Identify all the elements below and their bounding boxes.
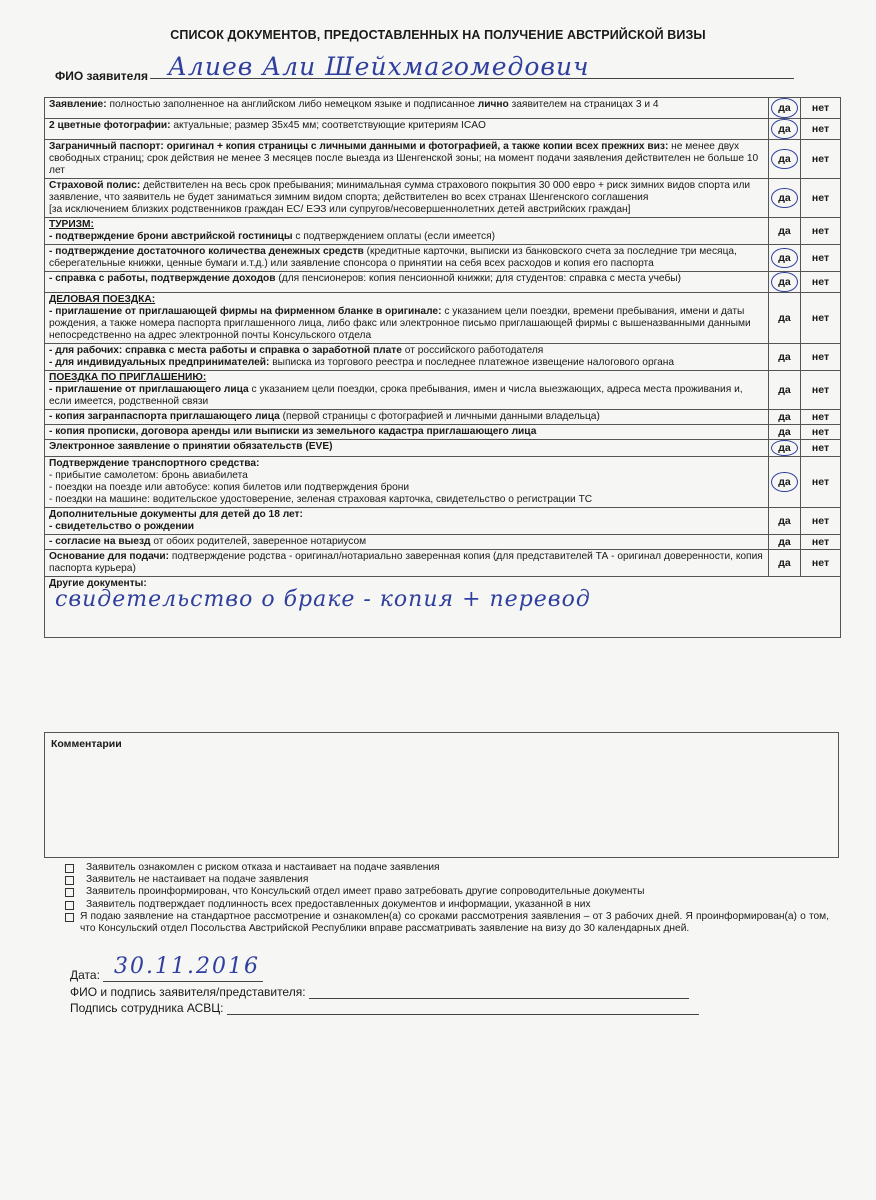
applicant-name-handwritten: Алиев Али Шейхмагомедович (168, 52, 590, 81)
yes-cell[interactable] (769, 98, 801, 119)
row-bold: - копия прописки, договора аренды или выписки из земельного кадастра приглашающего лица (49, 426, 537, 437)
yes-cell[interactable]: да (769, 550, 801, 577)
row-text: (кредитные карточки, выписки из банковского счета за последние три месяца, сберегательные книжки, ценные бумаги и.т.д.) или заявление спонсора о принятии на себя всех расходов и копия его паспорта (49, 246, 737, 269)
applicant-signature-line[interactable] (309, 988, 689, 999)
row-other-documents (45, 577, 841, 638)
staff-signature-row (70, 1001, 699, 1015)
row-insurance (45, 179, 841, 218)
circled-yes: да (771, 272, 798, 292)
row-private-invitation (45, 371, 841, 410)
no-cell[interactable]: нет (801, 119, 841, 140)
no-cell[interactable]: нет (801, 140, 841, 179)
row-business-invitation (45, 293, 841, 344)
comments-box[interactable] (44, 732, 839, 858)
yes-cell[interactable] (769, 245, 801, 272)
yes-cell[interactable] (769, 440, 801, 457)
no-cell[interactable]: нет (801, 457, 841, 508)
circled-yes: да (771, 188, 798, 208)
row-bold: - подтверждение достаточного количества денежных средств (49, 246, 364, 257)
section-heading: ДЕЛОВАЯ ПОЕЗДКА: (49, 294, 156, 305)
applicant-label: ФИО заявителя (55, 69, 148, 83)
date-row (70, 954, 263, 982)
checkbox[interactable] (65, 901, 74, 910)
row-bold: - приглашение от приглашающего лица (49, 384, 249, 395)
row-text: [за исключением близких родственников граждан ЕС/ ЕЭЗ или супругов/несовершеннолетних детей австрийских граждан] (49, 204, 631, 215)
checkbox[interactable] (65, 888, 74, 897)
applicant-signature-label: ФИО и подпись заявителя/представителя: (70, 985, 306, 999)
row-children (45, 508, 841, 535)
no-cell[interactable]: нет (801, 344, 841, 371)
row-inviter-passport (45, 410, 841, 425)
row-text: действителен на весь срок пребывания; минимальная сумма страхового покрытия 30 000 евро + риск зимних видов спорта или заявление, что заявитель не будет заниматься зимним видом спорта; действителен во всех странах Шенгенского соглашения (49, 180, 751, 203)
row-photos (45, 119, 841, 140)
documents-table (44, 97, 841, 638)
row-bold: Подтверждение транспортного средства: (49, 458, 260, 469)
yes-cell[interactable]: да (769, 293, 801, 344)
staff-signature-line[interactable] (227, 1004, 699, 1015)
yes-cell[interactable] (769, 140, 801, 179)
row-bold: Страховой полис: (49, 180, 141, 191)
row-text: с указанием цели поездки, времени пребывания, имени и даты рождения, а также номера паспорта приглашенного лица, либо факс или электронное письмо приглашающей фирмы с вышеназванными данными непосредственно на адрес электронной почты Консульского отдела (49, 306, 751, 341)
row-workers (45, 344, 841, 371)
circled-yes: да (771, 119, 798, 139)
declaration-item (64, 862, 829, 874)
row-transport (45, 457, 841, 508)
row-bold: - приглашение от приглашающей фирмы на фирменном бланке в оригинале: (49, 306, 442, 317)
yes-cell[interactable]: да (769, 508, 801, 535)
row-bold: Основание для подачи: (49, 551, 170, 562)
checkbox[interactable] (65, 864, 74, 873)
checkbox[interactable] (65, 876, 74, 885)
no-cell[interactable]: нет (801, 218, 841, 245)
no-cell[interactable]: нет (801, 293, 841, 344)
yes-cell[interactable] (769, 119, 801, 140)
row-employment (45, 272, 841, 293)
row-text: - поездки на машине: водительское удостоверение, зеленая страховая карточка, свидетельство о регистрации ТС (49, 494, 593, 505)
row-hotel (45, 218, 841, 245)
yes-cell[interactable] (769, 272, 801, 293)
row-bold: лично (477, 99, 509, 110)
checkbox[interactable] (65, 913, 74, 922)
row-funds (45, 245, 841, 272)
section-heading: ПОЕЗДКА ПО ПРИГЛАШЕНИЮ: (49, 372, 207, 383)
row-text: от российского работодателя (401, 345, 544, 356)
no-cell[interactable]: нет (801, 535, 841, 550)
row-bold: Дополнительные документы для детей до 18 лет: (49, 509, 303, 520)
document-title: СПИСОК ДОКУМЕНТОВ, ПРЕДОСТАВЛЕННЫХ НА ПОЛУЧЕНИЕ АВСТРИЙСКОЙ ВИЗЫ (170, 28, 706, 42)
circled-yes: да (771, 149, 798, 169)
no-cell[interactable]: нет (801, 425, 841, 440)
row-bold: - для индивидуальных предпринимателей: (49, 357, 270, 368)
circled-yes: да (771, 248, 798, 268)
row-application (45, 98, 841, 119)
date-label: Дата: (70, 968, 100, 982)
declaration-item (64, 911, 829, 935)
other-documents-cell[interactable] (45, 577, 841, 638)
other-documents-handwritten: свидетельство о браке - копия + перевод (55, 587, 591, 612)
yes-cell[interactable]: да (769, 535, 801, 550)
row-text: выписка из торгового реестра и последнее платежное извещение налогового органа (269, 357, 675, 368)
row-text: (для пенсионеров: копия пенсионной книжки; для студентов: справка с места учебы) (275, 273, 681, 284)
staff-signature-label: Подпись сотрудника АСВЦ: (70, 1001, 224, 1015)
row-text: - прибытие самолетом: бронь авиабилета (49, 470, 248, 481)
row-bold: Электронное заявление о принятии обязательств (EVE) (49, 441, 333, 452)
circled-yes: да (771, 440, 798, 456)
row-text: от обоих родителей, заверенное нотариусом (150, 536, 367, 547)
yes-cell[interactable]: да (769, 218, 801, 245)
declaration-text: Заявитель не настаивает на подаче заявления (86, 874, 309, 886)
no-cell[interactable]: нет (801, 272, 841, 293)
declaration-item (64, 886, 829, 898)
other-documents-label: Другие документы: (49, 578, 147, 589)
row-text: актуальные; размер 35x45 мм; соответствующие критериям ICAO (170, 120, 486, 131)
row-text: не менее двух свободных страниц; срок действия не менее 3 месяцев после выезда из Шенгенской зоны; на момент подачи заявления действителен не больше 10 лет (49, 141, 759, 176)
row-text: с указанием цели поездки, срока пребывания, имен и числа выезжающих, адреса места проживания и, если имеется, родственной связи (49, 384, 743, 407)
row-bold: Заграничный паспорт: оригинал + копия страницы с личными данными и фотографией, а также копии всех прежних виз: (49, 141, 669, 152)
yes-cell[interactable] (769, 179, 801, 218)
declaration-item (64, 899, 829, 911)
no-cell[interactable]: нет (801, 550, 841, 577)
declaration-text: Заявитель ознакомлен с риском отказа и настаивает на подаче заявления (86, 862, 440, 873)
yes-cell[interactable]: да (769, 344, 801, 371)
comments-label: Комментарии (51, 738, 122, 750)
circled-yes: да (771, 98, 798, 118)
date-handwritten: 30.11.2016 (114, 954, 260, 979)
row-consent (45, 535, 841, 550)
row-bold: Заявление: (49, 99, 107, 110)
row-bold: - копия загранпаспорта приглашающего лица (49, 411, 280, 422)
yes-cell[interactable]: да (769, 371, 801, 410)
applicant-signature-row (70, 985, 689, 999)
row-basis (45, 550, 841, 577)
no-cell[interactable]: нет (801, 245, 841, 272)
no-cell[interactable]: нет (801, 371, 841, 410)
no-cell[interactable]: нет (801, 410, 841, 425)
row-bold: - для рабочих: справка с места работы и справка о заработной плате (49, 345, 402, 356)
no-cell[interactable]: нет (801, 98, 841, 119)
row-text: полностью заполненное на английском либо немецком языке и подписанное (106, 99, 478, 110)
row-text: заявителем на страницах 3 и 4 (508, 99, 659, 110)
no-cell[interactable]: нет (801, 179, 841, 218)
declaration-item (64, 874, 829, 886)
declarations-list (64, 862, 829, 935)
row-eve (45, 440, 841, 457)
row-text: (первой страницы с фотографией и личными данными владельца) (279, 411, 600, 422)
row-text: с подтверждением оплаты (если имеется) (292, 231, 496, 242)
yes-cell[interactable] (769, 457, 801, 508)
declaration-text: Заявитель проинформирован, что Консульский отдел имеет право затребовать другие сопроводительные документы (86, 886, 645, 898)
row-bold: - свидетельство о рождении (49, 521, 195, 532)
circled-yes: да (771, 472, 798, 492)
section-heading: ТУРИЗМ: (49, 219, 94, 230)
no-cell[interactable]: нет (801, 440, 841, 457)
row-bold: - подтверждение брони австрийской гостиницы (49, 231, 293, 242)
row-bold: 2 цветные фотографии: (49, 120, 171, 131)
row-text: - поездки на поезде или автобусе: копия билетов или подтверждения брони (49, 482, 410, 493)
row-bold: - справка с работы, подтверждение доходов (49, 273, 276, 284)
yes-cell[interactable]: да (769, 410, 801, 425)
row-text: подтверждение родства - оригинал/нотариально заверенная копия (для представителей ТА - оригинал доверенности, копия паспорта курьера) (49, 551, 763, 574)
no-cell[interactable]: нет (801, 508, 841, 535)
declaration-text: Заявитель подтверждает подлинность всех предоставленных документов и информации, указанной в них (86, 898, 591, 910)
yes-cell[interactable]: да (769, 425, 801, 440)
row-passport (45, 140, 841, 179)
row-bold: - согласие на выезд (49, 536, 151, 547)
row-inviter-registration (45, 425, 841, 440)
declaration-text: Я подаю заявление на стандартное рассмотрение и ознакомлен(а) со сроками рассмотрения заявления – от 3 рабочих дней. Я проинформирован(а) о том, что Консульский отдел Посольства Австрийской Республики вправе рассматривать заявление на визу до 30 календарных дней. (80, 910, 829, 935)
